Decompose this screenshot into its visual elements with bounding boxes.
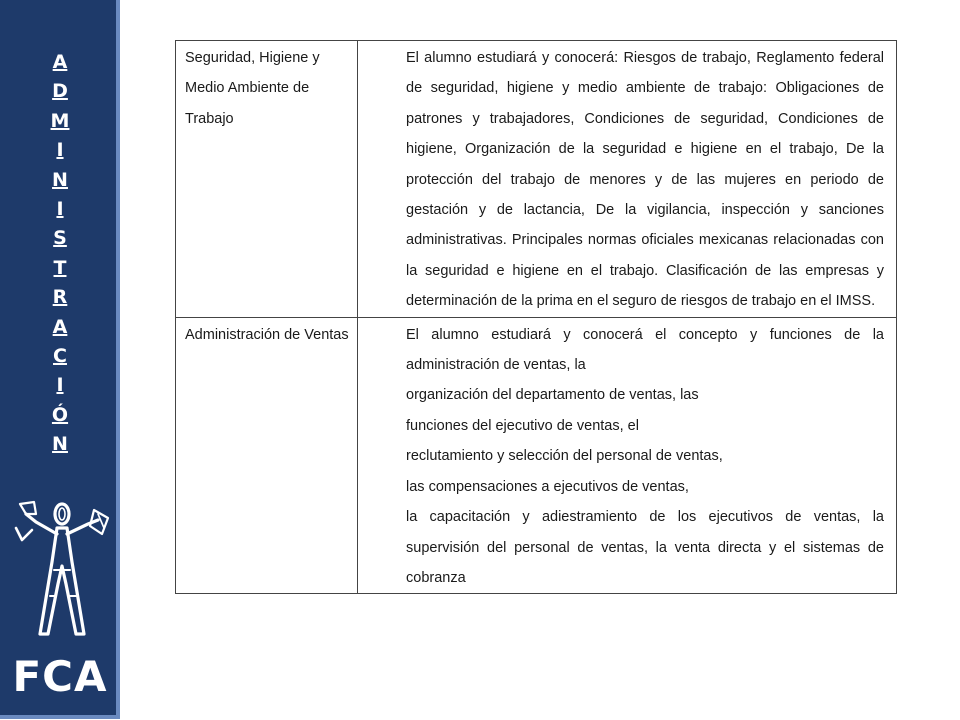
syllabus-table: [175, 40, 897, 594]
vertical-title: [0, 48, 120, 460]
title-letter: I: [56, 139, 64, 162]
table-row: [176, 317, 897, 594]
description-cell: El alumno estudiará y conocerá: Riesgos de trabajo, Reglamento federal de seguridad, higiene y medio ambiente de trabajo: Obligaciones de patrones y trabajadores, Condiciones de seguridad, Condiciones de higiene, Organización de la seguridad e higiene en el trabajo, De la protección del trabajo de menores y de las mujeres en periodo de gestación y de lactancia, De la vigilancia, inspección y sanciones administrativas. Principales normas oficiales mexicanas relacionadas con la seguridad e higiene en el trabajo. Clasificación de las empresas y determinación de la prima en el seguro de riesgos de trabajo en el IMSS.: [358, 41, 897, 318]
title-letter: S: [53, 227, 67, 250]
title-letter: M: [50, 109, 70, 132]
title-letter: Ó: [51, 403, 69, 426]
title-letter: A: [52, 51, 68, 73]
description-line: El alumno estudiará y conocerá el concepto y funciones de la administración de ventas, la: [406, 326, 884, 374]
description-line: la capacitación y adiestramiento de los ejecutivos de ventas, la supervisión del personal de ventas, la venta directa y el sistemas de cobranza: [406, 509, 884, 586]
title-letter: C: [53, 345, 67, 368]
subject-cell: Administración de Ventas: [176, 317, 358, 594]
fca-logo: FCA: [12, 652, 108, 701]
title-letter: D: [52, 80, 68, 103]
description-line: organización del departamento de ventas, las: [406, 387, 699, 404]
table-row: [176, 41, 897, 318]
title-letter: I: [56, 198, 64, 221]
title-letter: R: [52, 286, 68, 309]
title-letter: T: [53, 256, 67, 279]
title-letter: A: [52, 315, 68, 338]
title-letter: N: [52, 168, 68, 191]
mascot-figure-icon: [14, 500, 110, 640]
description-line: las compensaciones a ejecutivos de ventas,: [406, 478, 689, 495]
description-line: funciones del ejecutivo de ventas, el: [406, 417, 639, 434]
description-line: reclutamiento y selección del personal de ventas,: [406, 448, 723, 465]
title-letter: N: [52, 433, 68, 456]
description-cell: [358, 317, 897, 594]
title-letter: I: [56, 374, 64, 397]
sidebar: [0, 0, 120, 719]
subject-cell: Seguridad, Higiene y Medio Ambiente de Trabajo: [176, 41, 358, 318]
